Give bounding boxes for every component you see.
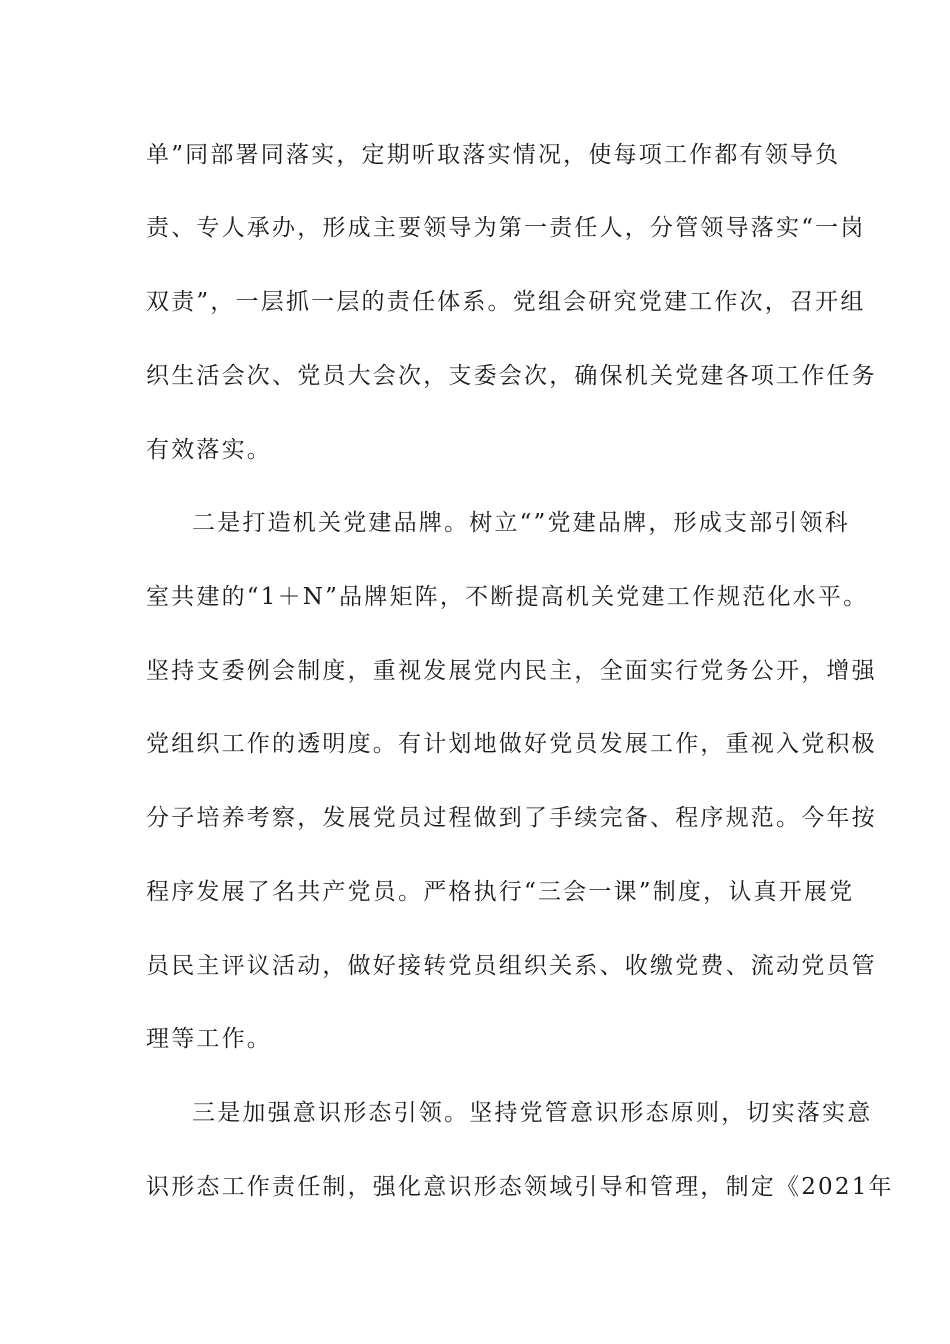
text-line: 识形态工作责任制，强化意识形态领域引导和管理，制定《2021年 (146, 1174, 894, 1200)
paragraph-first-line: 二是打造机关党建品牌。树立“”党建品牌，形成支部引领科 (192, 510, 850, 536)
text-line: 程序发展了名共产党员。严格执行“三会一课”制度，认真开展党 (146, 879, 855, 905)
text-line: 有效落实。 (146, 437, 272, 463)
text-line: 理等工作。 (146, 1026, 272, 1052)
text-line: 党组织工作的透明度。有计划地做好党员发展工作，重视入党积极 (146, 731, 877, 757)
text-line: 分子培养考察，发展党员过程做到了手续完备、程序规范。今年按 (146, 805, 877, 831)
text-line: 员民主评议活动，做好接转党员组织关系、收缴党费、流动党员管 (146, 953, 877, 979)
text-line: 双责”，一层抓一层的责任体系。党组会研究党建工作次，召开组 (146, 289, 866, 315)
text-line: 织生活会次、党员大会次，支委会次，确保机关党建各项工作任务 (146, 363, 877, 389)
text-line: 坚持支委例会制度，重视发展党内民主，全面实行党务公开，增强 (146, 658, 877, 684)
text-line: 室共建的“1＋N”品牌矩阵，不断提高机关党建工作规范化水平。 (146, 584, 869, 610)
paragraph-first-line: 三是加强意识形态引领。坚持党管意识形态原则，切实落实意 (192, 1100, 873, 1126)
text-line: 责、专人承办，形成主要领导为第一责任人，分管领导落实“一岗 (146, 215, 866, 241)
text-line: 单”同部署同落实，定期听取落实情况，使每项工作都有领导负 (146, 142, 841, 168)
